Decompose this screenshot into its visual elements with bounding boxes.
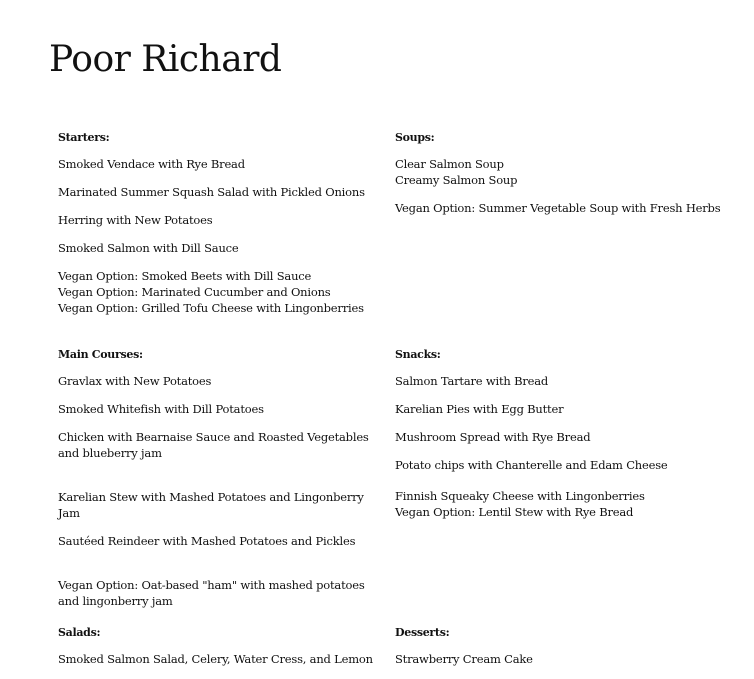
menu-item: Salmon Tartare with Bread (395, 374, 549, 388)
menu-item: Smoked Salmon with Dill Sauce (58, 241, 239, 255)
main-courses-heading: Main Courses: (58, 348, 143, 361)
menu-item: Smoked Whitefish with Dill Potatoes (58, 402, 264, 416)
desserts-heading: Desserts: (395, 626, 450, 639)
vegan-item: Vegan Option: Oat-based "ham" with mashed potatoes and lingonberry jam (58, 578, 365, 608)
menu-item: Mushroom Spread with Rye Bread (395, 430, 591, 444)
main-courses-section (58, 347, 383, 621)
salads-heading: Salads: (58, 626, 101, 639)
soups-heading: Soups: (395, 131, 435, 144)
menu-item: Chicken with Bearnaise Sauce and Roasted Vegetables and blueberry jam (58, 430, 369, 460)
snacks-heading: Snacks: (395, 348, 441, 361)
menu-item: Finnish Squeaky Cheese with Lingonberries (395, 489, 645, 503)
vegan-item: Vegan Option: Grilled Tofu Cheese with Lingonberries (58, 301, 364, 315)
vegan-item: Vegan Option: Summer Vegetable Soup with Fresh Herbs (395, 201, 721, 215)
snacks-section (395, 347, 740, 520)
vegan-item: Vegan Option: Marinated Cucumber and Onions (58, 285, 331, 299)
desserts-section (395, 625, 740, 679)
vegan-item: Vegan Option: Smoked Beets with Dill Sauce (58, 269, 312, 283)
vegan-item: Vegan Option: Lentil Stew with Rye Bread (395, 505, 634, 519)
menu-item: Smoked Salmon Salad, Celery, Water Cress, and Lemon (58, 652, 373, 666)
soups-section (395, 130, 740, 228)
starters-heading: Starters: (58, 131, 110, 144)
menu-item: Sautéed Reindeer with Mashed Potatoes and Pickles (58, 534, 356, 548)
menu-item: Creamy Salmon Soup (395, 173, 518, 187)
page-title: Poor Richard (49, 39, 282, 80)
menu-item: Karelian Pies with Egg Butter (395, 402, 564, 416)
salads-section (58, 625, 383, 679)
menu-item: Marinated Summer Squash Salad with Pickled Onions (58, 185, 365, 199)
menu-item: Gravlax with New Potatoes (58, 374, 212, 388)
menu-item: Clear Salmon Soup (395, 157, 504, 171)
starters-section (58, 130, 383, 316)
menu-item: Strawberry Cream Cake (395, 652, 533, 666)
menu-item: Potato chips with Chanterelle and Edam Cheese (395, 458, 668, 472)
menu-item: Herring with New Potatoes (58, 213, 213, 227)
menu-item: Smoked Vendace with Rye Bread (58, 157, 245, 171)
menu-item: Karelian Stew with Mashed Potatoes and Lingonberry Jam (58, 490, 364, 520)
